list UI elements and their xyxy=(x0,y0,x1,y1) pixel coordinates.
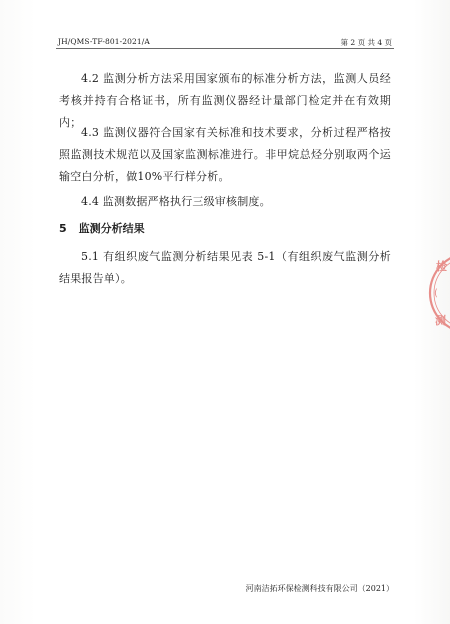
header-divider xyxy=(56,48,394,49)
section-number: 5 xyxy=(59,222,67,235)
svg-text:检: 检 xyxy=(436,260,447,273)
paragraph-4-3: 4.3 监测仪器符合国家有关标准和技术要求，分析过程严格按照监测技术规范以及国家监测标准进行。非甲烷总烃分别取两个运输空白分析，做10%平行样分析。 xyxy=(59,126,391,183)
section-title: 监测分析结果 xyxy=(78,222,145,235)
document-code: JH/QMS-TF-801-2021/A xyxy=(58,37,150,46)
paragraph-5-1: 5.1 有组织废气监测分析结果见表 5-1（有组织废气监测分析结果报告单）。 xyxy=(59,250,391,285)
svg-text:测: 测 xyxy=(435,314,446,327)
paragraph-4-2: 4.2 监测分析方法采用国家颁布的标准分析方法，监测人员经考核并持有合格证书，所有监测仪器经计量部门检定并在有效期内； xyxy=(59,72,391,129)
company-footer: 河南洁拓环保检测科技有限公司（2021） xyxy=(245,584,394,593)
page-number: 第 2 页 共 4 页 xyxy=(340,38,392,47)
svg-text:(: ( xyxy=(434,288,438,299)
section-heading xyxy=(59,220,145,236)
seal-stamp-icon xyxy=(426,248,450,338)
paragraph-4-4: 4.4 监测数据严格执行三级审核制度。 xyxy=(81,195,271,208)
